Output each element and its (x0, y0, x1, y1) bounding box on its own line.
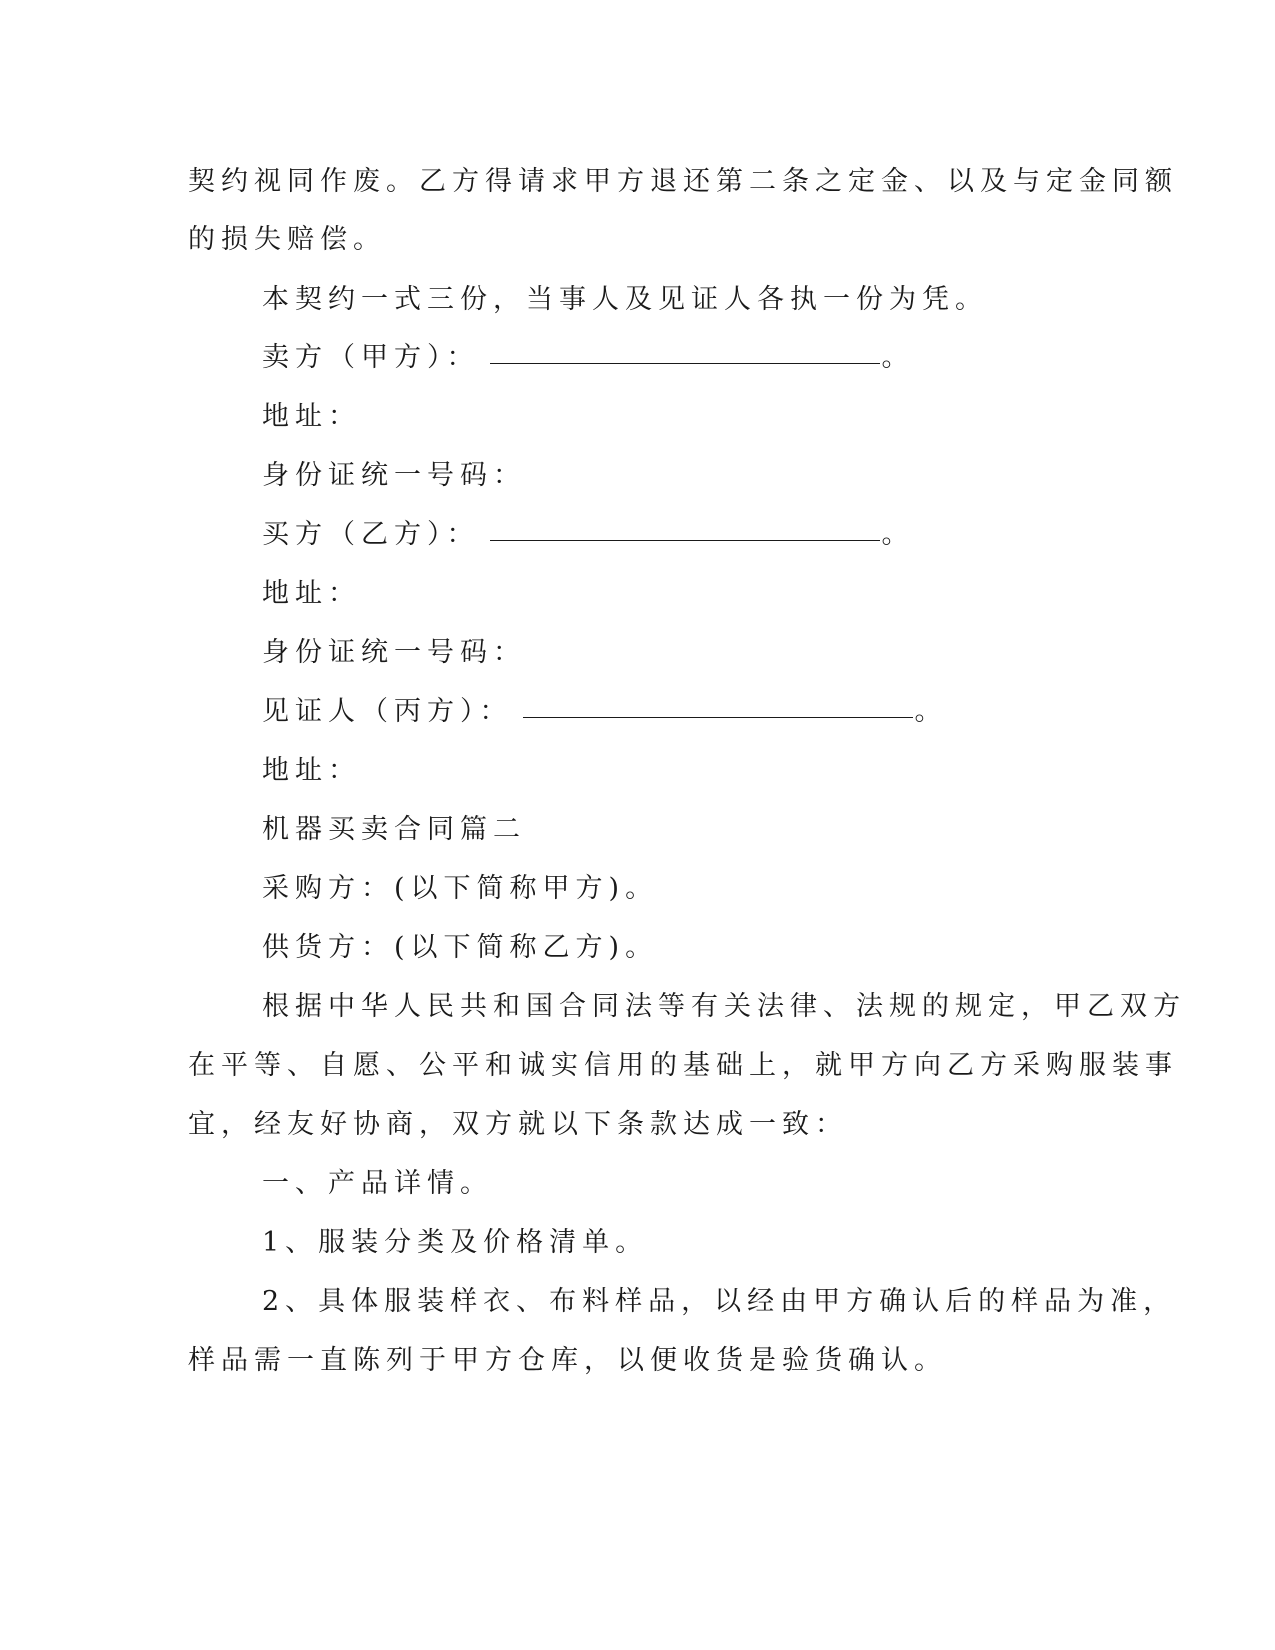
buyer-address-label: 地址： (262, 578, 361, 609)
witness-blank (523, 716, 913, 718)
seller-label: 卖方（甲方）： (262, 342, 480, 373)
witness-end: 。 (914, 696, 942, 727)
witness-line (262, 698, 942, 725)
clause-heading: 一、产品详情。 (262, 1168, 493, 1199)
purchaser-line: 采购方：(以下简称甲方)。 (262, 873, 659, 904)
buyer-end: 。 (881, 519, 909, 550)
buyer-blank (490, 539, 880, 541)
seller-end: 。 (881, 342, 909, 373)
section-title: 机器买卖合同篇二 (262, 814, 526, 845)
paragraph-line: 的损失赔偿。 (188, 224, 386, 255)
seller-line (262, 344, 909, 371)
seller-id-label: 身份证统一号码： (262, 460, 526, 491)
witness-label: 见证人（丙方）： (262, 696, 513, 727)
paragraph-line: 契约视同作废。乙方得请求甲方退还第二条之定金、以及与定金同额 (188, 166, 1178, 197)
paragraph-line: 宜，经友好协商，双方就以下条款达成一致： (188, 1109, 848, 1140)
clause-item-continued: 样品需一直陈列于甲方仓库，以便收货是验货确认。 (188, 1345, 947, 1376)
clause-item: 2、具体服装样衣、布料样品，以经由甲方确认后的样品为准， (262, 1286, 1177, 1317)
paragraph-line: 在平等、自愿、公平和诚实信用的基础上，就甲方向乙方采购服装事 (188, 1050, 1178, 1081)
buyer-line (262, 521, 909, 548)
buyer-id-label: 身份证统一号码： (262, 637, 526, 668)
paragraph-line: 根据中华人民共和国合同法等有关法律、法规的规定，甲乙双方 (262, 991, 1186, 1022)
supplier-line: 供货方：(以下简称乙方)。 (262, 932, 659, 963)
paragraph-line: 本契约一式三份，当事人及见证人各执一份为凭。 (262, 284, 988, 315)
seller-blank (490, 362, 880, 364)
buyer-label: 买方（乙方）： (262, 519, 480, 550)
clause-item: 1、服装分类及价格清单。 (262, 1227, 649, 1258)
witness-address-label: 地址： (262, 755, 361, 786)
seller-address-label: 地址： (262, 401, 361, 432)
